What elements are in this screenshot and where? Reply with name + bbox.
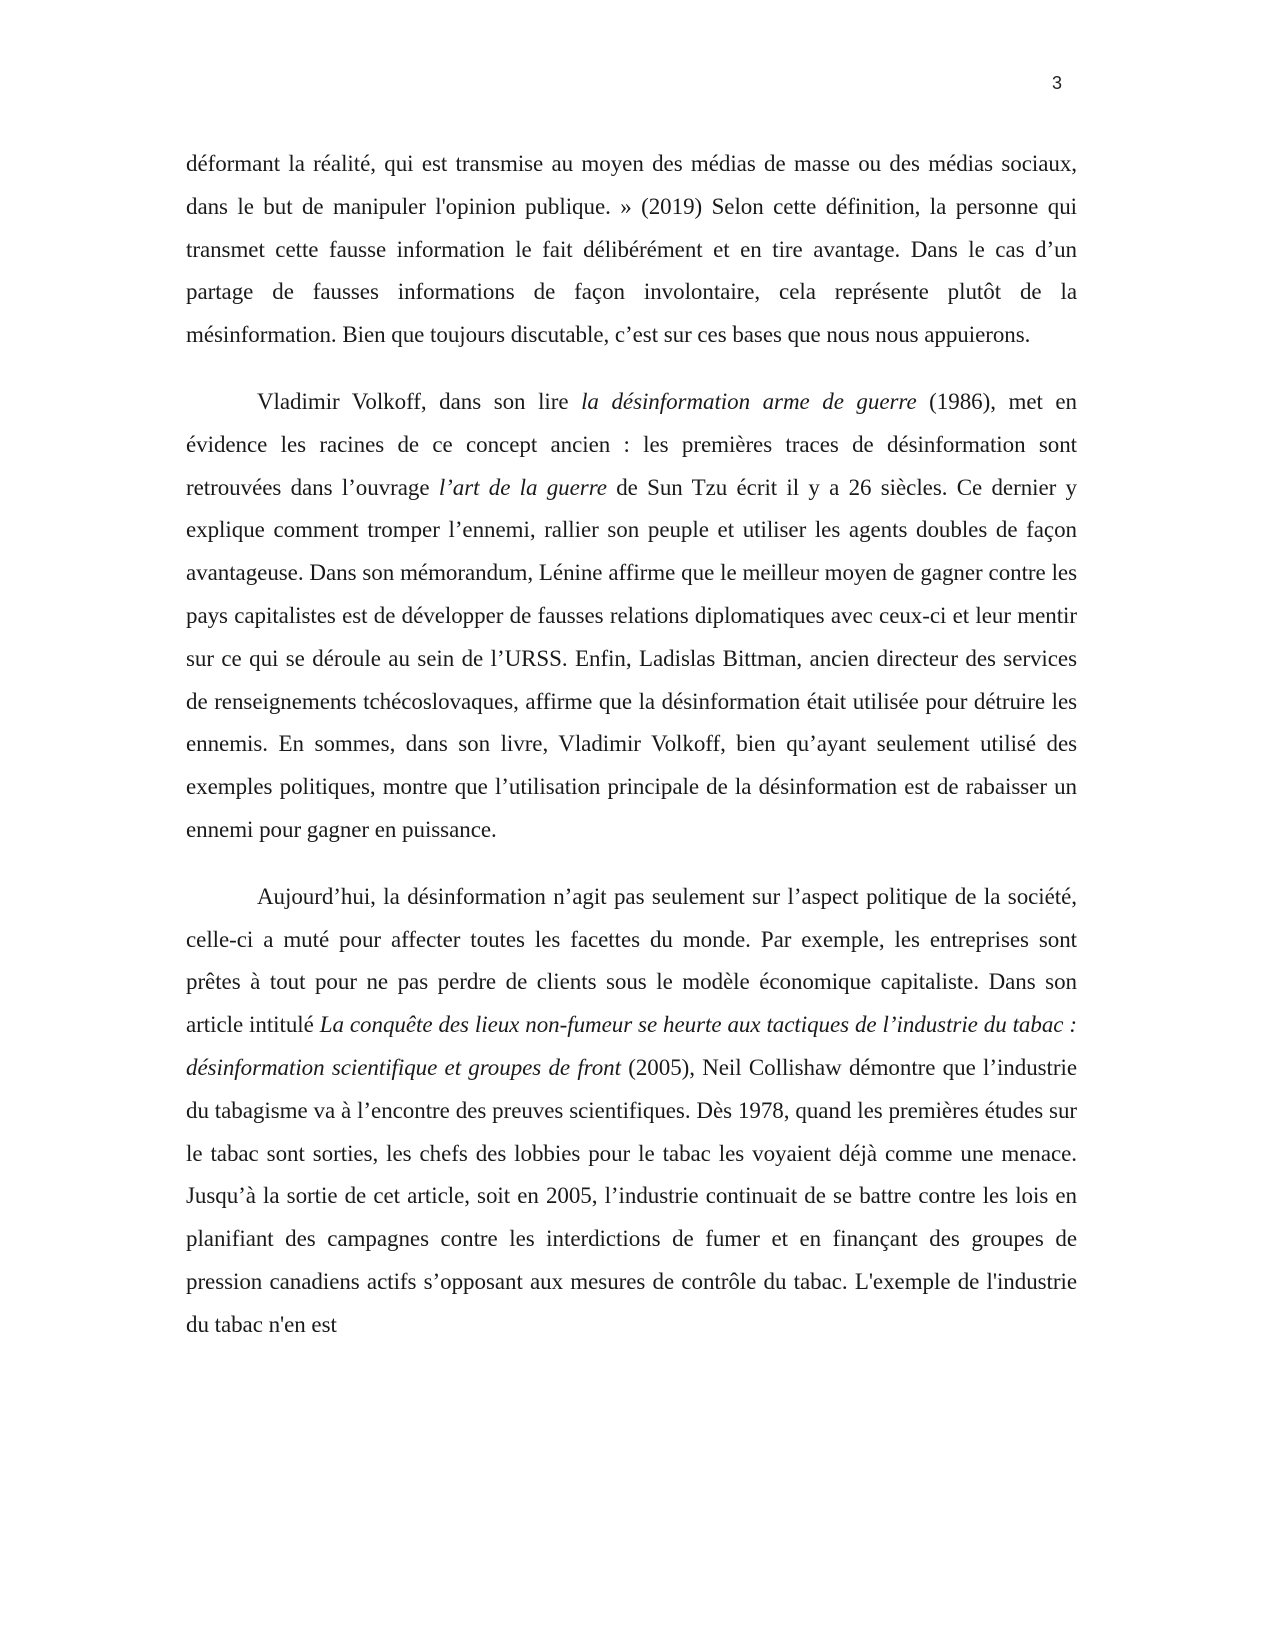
document-body xyxy=(186,143,1077,1347)
paragraph-aujourdhui xyxy=(186,876,1077,1347)
page-number: 3 xyxy=(1052,73,1063,93)
paragraph-volkoff xyxy=(186,381,1077,852)
article-title-italic: La conquête des lieux non-fumeur se heurte aux tactiques de l’industrie du tabac : désinformation scientifique et groupes de front xyxy=(186,1012,1077,1080)
paragraph-text: (1986), met en évidence les racines de ce concept ancien : les premières traces de désinformation sont retrouvées dans l’ouvrage xyxy=(186,388,1077,500)
paragraph-text: Vladimir Volkoff, dans son lire xyxy=(257,388,582,414)
paragraph-text: de Sun Tzu écrit il y a 26 siècles. Ce dernier y explique comment tromper l’ennemi, rallier son peuple et utiliser les agents doubles de façon avantageuse. Dans son mémorandum, Lénine affirme que le meilleur moyen de gagner contre les pays capitalistes est de développer de fausses relations diplomatiques avec ceux-ci et leur mentir sur ce qui se déroule au sein de l’URSS. Enfin, Ladislas Bittman, ancien directeur des services de renseignements tchécoslovaques, affirme que la désinformation était utilisée pour détruire les ennemis. En sommes, dans son livre, Vladimir Volkoff, bien qu’ayant seulement utilisé des exemples politiques, montre que l’utilisation principale de la désinformation est de rabaisser un ennemi pour gagner en puissance. xyxy=(186,474,1077,842)
book-title-italic: l’art de la guerre xyxy=(438,474,607,500)
paragraph-continuation xyxy=(186,143,1077,357)
paragraph-text: déformant la réalité, qui est transmise au moyen des médias de masse ou des médias sociaux, dans le but de manipuler l'opinion publique. » (2019) Selon cette définition, la personne qui transmet cette fausse information le fait délibérément et en tire avantage. Dans le cas d’un partage de fausses informations de façon involontaire, cela représente plutôt de la mésinformation. Bien que toujours discutable, c’est sur ces bases que nous nous appuierons. xyxy=(186,151,1077,348)
book-title-italic: la désinformation arme de guerre xyxy=(581,388,917,414)
paragraph-text: Aujourd’hui, la désinformation n’agit pas seulement sur l’aspect politique de la société, celle-ci a muté pour affecter toutes les facettes du monde. Par exemple, les entreprises sont prêtes à tout pour ne pas perdre de clients sous le modèle économique capitaliste. Dans son article intitulé xyxy=(186,883,1077,1038)
paragraph-text: (2005), Neil Collishaw démontre que l’industrie du tabagisme va à l’encontre des preuves scientifiques. Dès 1978, quand les premières études sur le tabac sont sorties, les chefs des lobbies pour le tabac les voyaient déjà comme une menace. Jusqu’à la sortie de cet article, soit en 2005, l’industrie continuait de se battre contre les lois en planifiant des campagnes contre les interdictions de fumer et en finançant des groupes de pression canadiens actifs s’opposant aux mesures de contrôle du tabac. L'exemple de l'industrie du tabac n'en est xyxy=(186,1054,1077,1337)
